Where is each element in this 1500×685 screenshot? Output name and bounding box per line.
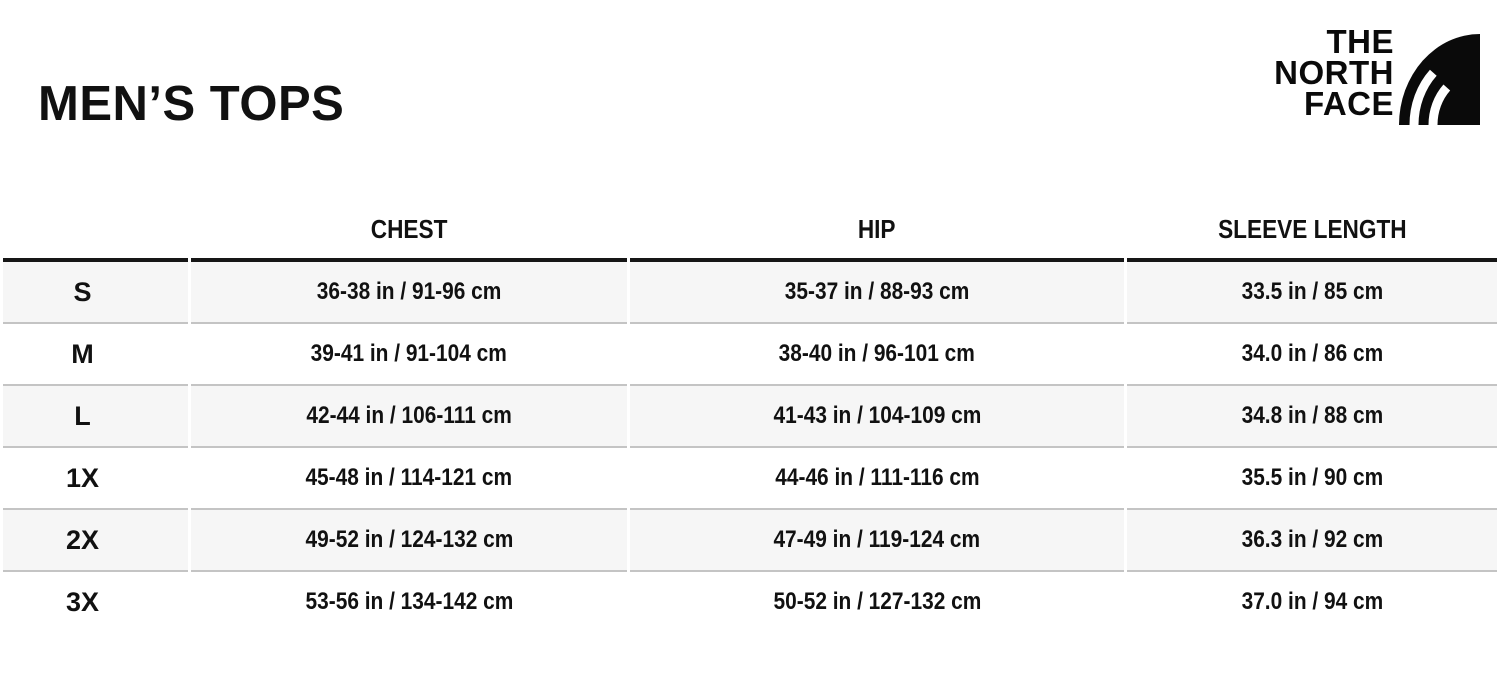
cell-text: 49-52 in / 124-132 cm [305, 526, 513, 553]
cell-text: 53-56 in / 134-142 cm [305, 588, 513, 615]
table-row-2x [3, 510, 1497, 572]
wordmark-line-face: FACE [1303, 85, 1394, 122]
table-row-3x [3, 572, 1497, 632]
cell-text: 45-48 in / 114-121 cm [305, 464, 513, 491]
cell-text: 42-44 in / 106-111 cm [306, 402, 512, 429]
column-header-chest [191, 200, 627, 262]
half-dome-icon [1399, 34, 1480, 125]
hip-cell [630, 572, 1124, 632]
chest-cell [191, 386, 627, 448]
cell-text: 50-52 in / 127-132 cm [773, 588, 981, 615]
brand-wordmark [1274, 23, 1394, 122]
chest-cell [191, 510, 627, 572]
header-row [3, 200, 1497, 262]
cell-text: 44-46 in / 111-116 cm [774, 464, 980, 491]
sleeve-cell [1127, 262, 1497, 324]
sleeve-cell [1127, 324, 1497, 386]
size-label: M [71, 338, 94, 369]
size-cell [3, 386, 188, 448]
wordmark-line-north: NORTH [1274, 54, 1394, 91]
cell-text: 34.8 in / 88 cm [1241, 402, 1383, 429]
cell-text: 47-49 in / 119-124 cm [773, 526, 981, 553]
sleeve-cell [1127, 386, 1497, 448]
cell-text: 39-41 in / 91-104 cm [310, 340, 508, 367]
column-header-text: CHEST [370, 213, 448, 244]
table-row-l [3, 386, 1497, 448]
chest-cell [191, 262, 627, 324]
column-header-hip [630, 200, 1124, 262]
cell-text: 35.5 in / 90 cm [1241, 464, 1383, 491]
size-cell [3, 448, 188, 510]
cell-text: 35-37 in / 88-93 cm [784, 278, 970, 305]
page-title: MEN’S TOPS [38, 77, 345, 131]
cell-text: 34.0 in / 86 cm [1241, 340, 1383, 367]
hip-cell [630, 262, 1124, 324]
size-label: 2X [65, 524, 100, 555]
hip-cell [630, 510, 1124, 572]
sleeve-cell [1127, 572, 1497, 632]
table-row-1x [3, 448, 1497, 510]
cell-text: 36-38 in / 91-96 cm [316, 278, 502, 305]
column-header-sleeve-length [1127, 200, 1497, 262]
chest-cell [191, 448, 627, 510]
size-cell [3, 510, 188, 572]
hip-cell [630, 324, 1124, 386]
cell-text: 33.5 in / 85 cm [1241, 278, 1383, 305]
hip-cell [630, 386, 1124, 448]
size-chart-table [0, 200, 1500, 632]
sleeve-cell [1127, 448, 1497, 510]
brand-logo [1274, 23, 1480, 125]
column-header-size [3, 200, 188, 262]
size-label: S [73, 276, 92, 307]
wordmark-line-the: THE [1326, 23, 1394, 60]
size-cell [3, 572, 188, 632]
column-header-text: HIP [858, 213, 896, 244]
size-cell [3, 262, 188, 324]
table-row-m [3, 324, 1497, 386]
size-label: 3X [65, 586, 100, 617]
size-cell [3, 324, 188, 386]
cell-text: 36.3 in / 92 cm [1241, 526, 1383, 553]
size-label: L [74, 400, 91, 431]
chest-cell [191, 572, 627, 632]
table-row-s [3, 262, 1497, 324]
cell-text: 38-40 in / 96-101 cm [778, 340, 976, 367]
column-header-text: SLEEVE LENGTH [1217, 213, 1407, 244]
cell-text: 37.0 in / 94 cm [1241, 588, 1383, 615]
sleeve-cell [1127, 510, 1497, 572]
cell-text: 41-43 in / 104-109 cm [773, 402, 981, 429]
size-label: 1X [65, 462, 100, 493]
chest-cell [191, 324, 627, 386]
hip-cell [630, 448, 1124, 510]
